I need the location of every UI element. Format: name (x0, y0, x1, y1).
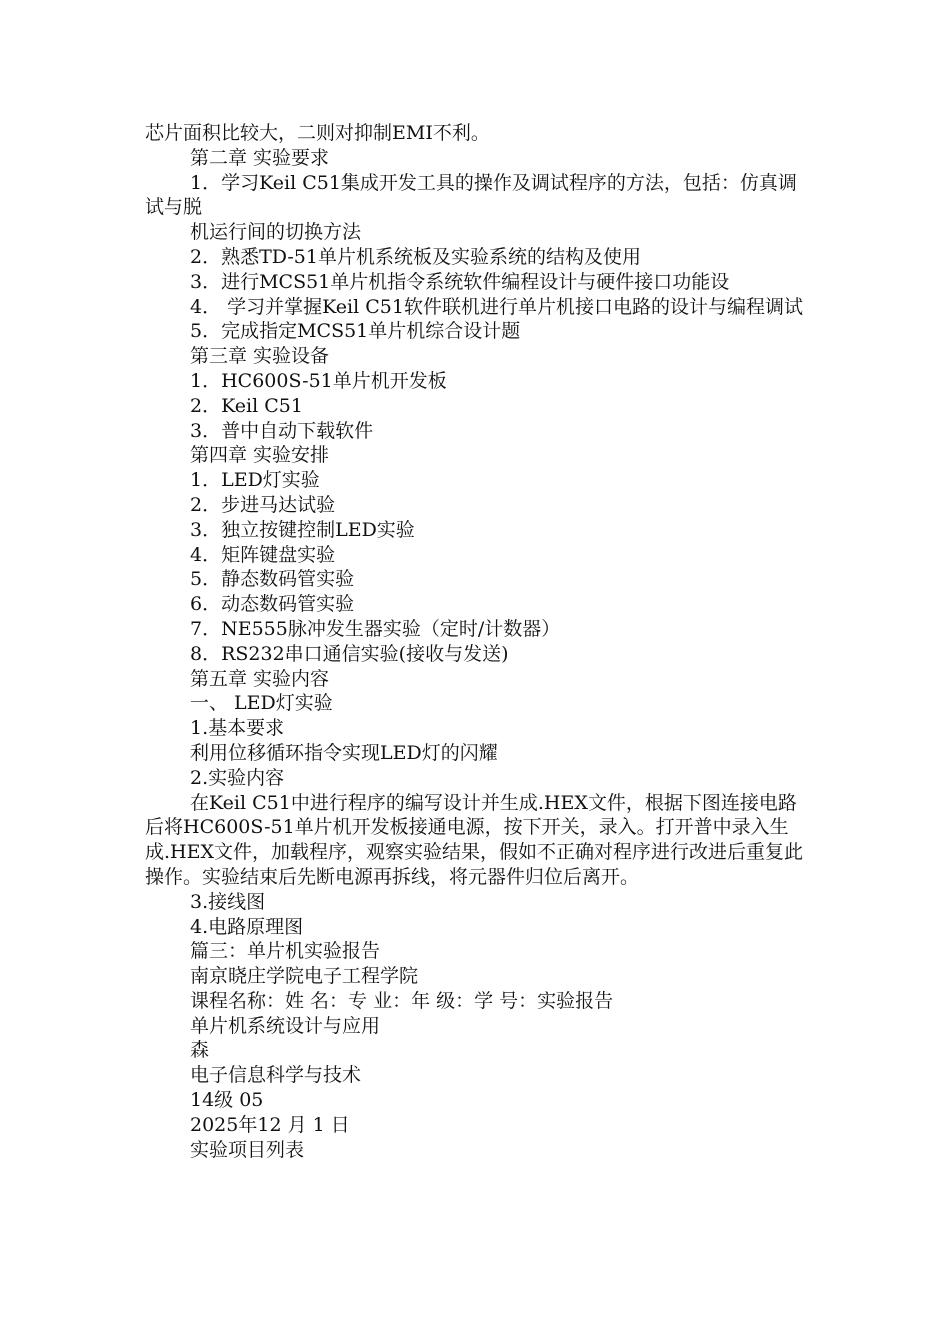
text-line: 4.电路原理图 (190, 915, 304, 938)
text-line: 南京晓庄学院电子工程学院 (190, 965, 419, 988)
text-line: 1．HC600S-51单片机开发板 (190, 369, 447, 392)
text-line: 2.实验内容 (190, 766, 285, 789)
text-line: 在Keil C51中进行程序的编写设计并生成.HEX文件，根据下图连接电路后将HC600S-51单片机开发板接通电源，按下开关，录入。打开普中录入生成.HEX文件，加载程序，观察实验结果，假如不正确对程序进行改进后重复此操作。实验结束后先断电源再拆线，将元器件归位后离开。 (145, 791, 804, 888)
text-line: 4． 学习并掌握Keil C51软件联机进行单片机接口电路的设计与编程调试 (190, 295, 803, 318)
text-line: 2025年12 月 1 日 (190, 1113, 350, 1136)
text-line: 2．步进马达试验 (190, 493, 336, 516)
text-line: 14级 05 (190, 1089, 264, 1112)
text-line: 3．普中自动下载软件 (190, 419, 374, 442)
text-line: 利用位移循环指令实现LED灯的闪耀 (190, 741, 498, 764)
document-body (145, 121, 810, 1162)
text-line: 课程名称：姓 名：专 业：年 级：学 号：实验报告 (190, 989, 614, 1012)
text-line: 1．LED灯实验 (190, 469, 320, 492)
text-line: 第四章 实验安排 (190, 444, 330, 467)
text-line: 电子信息科学与技术 (190, 1064, 362, 1087)
text-line: 一、 LED灯实验 (190, 692, 333, 715)
text-line: 6．动态数码管实验 (190, 593, 355, 616)
text-line: 第二章 实验要求 (190, 146, 330, 169)
text-line: 8．RS232串口通信实验(接收与发送) (190, 642, 509, 665)
text-line: 实验项目列表 (190, 1138, 305, 1161)
text-line: 篇三：单片机实验报告 (190, 940, 381, 963)
text-line: 1.基本要求 (190, 717, 285, 740)
text-line: 2．熟悉TD-51单片机系统板及实验系统的结构及使用 (190, 245, 641, 268)
text-line: 芯片面积比较大，二则对抑制EMI不利。 (145, 122, 490, 144)
text-line: 5．完成指定MCS51单片机综合设计题 (190, 320, 521, 343)
text-line: 4．矩阵键盘实验 (190, 543, 336, 566)
text-line: 3.接线图 (190, 890, 266, 913)
text-line: 3．独立按键控制LED实验 (190, 518, 415, 541)
text-line: 5．静态数码管实验 (190, 568, 355, 591)
text-line: 第三章 实验设备 (190, 345, 330, 368)
text-line: 2．Keil C51 (190, 394, 303, 417)
text-line: 7．NE555脉冲发生器实验（定时/计数器） (190, 617, 561, 640)
text-line: 机运行间的切换方法 (190, 221, 362, 244)
text-line: 单片机系统设计与应用 (190, 1014, 381, 1037)
text-line: 森 (190, 1039, 210, 1062)
text-line: 1．学习Keil C51集成开发工具的操作及调试程序的方法，包括：仿真调试与脱 (145, 171, 797, 219)
text-line: 第五章 实验内容 (190, 667, 330, 690)
text-line: 3．进行MCS51单片机指令系统软件编程设计与硬件接口功能设 (190, 270, 730, 293)
